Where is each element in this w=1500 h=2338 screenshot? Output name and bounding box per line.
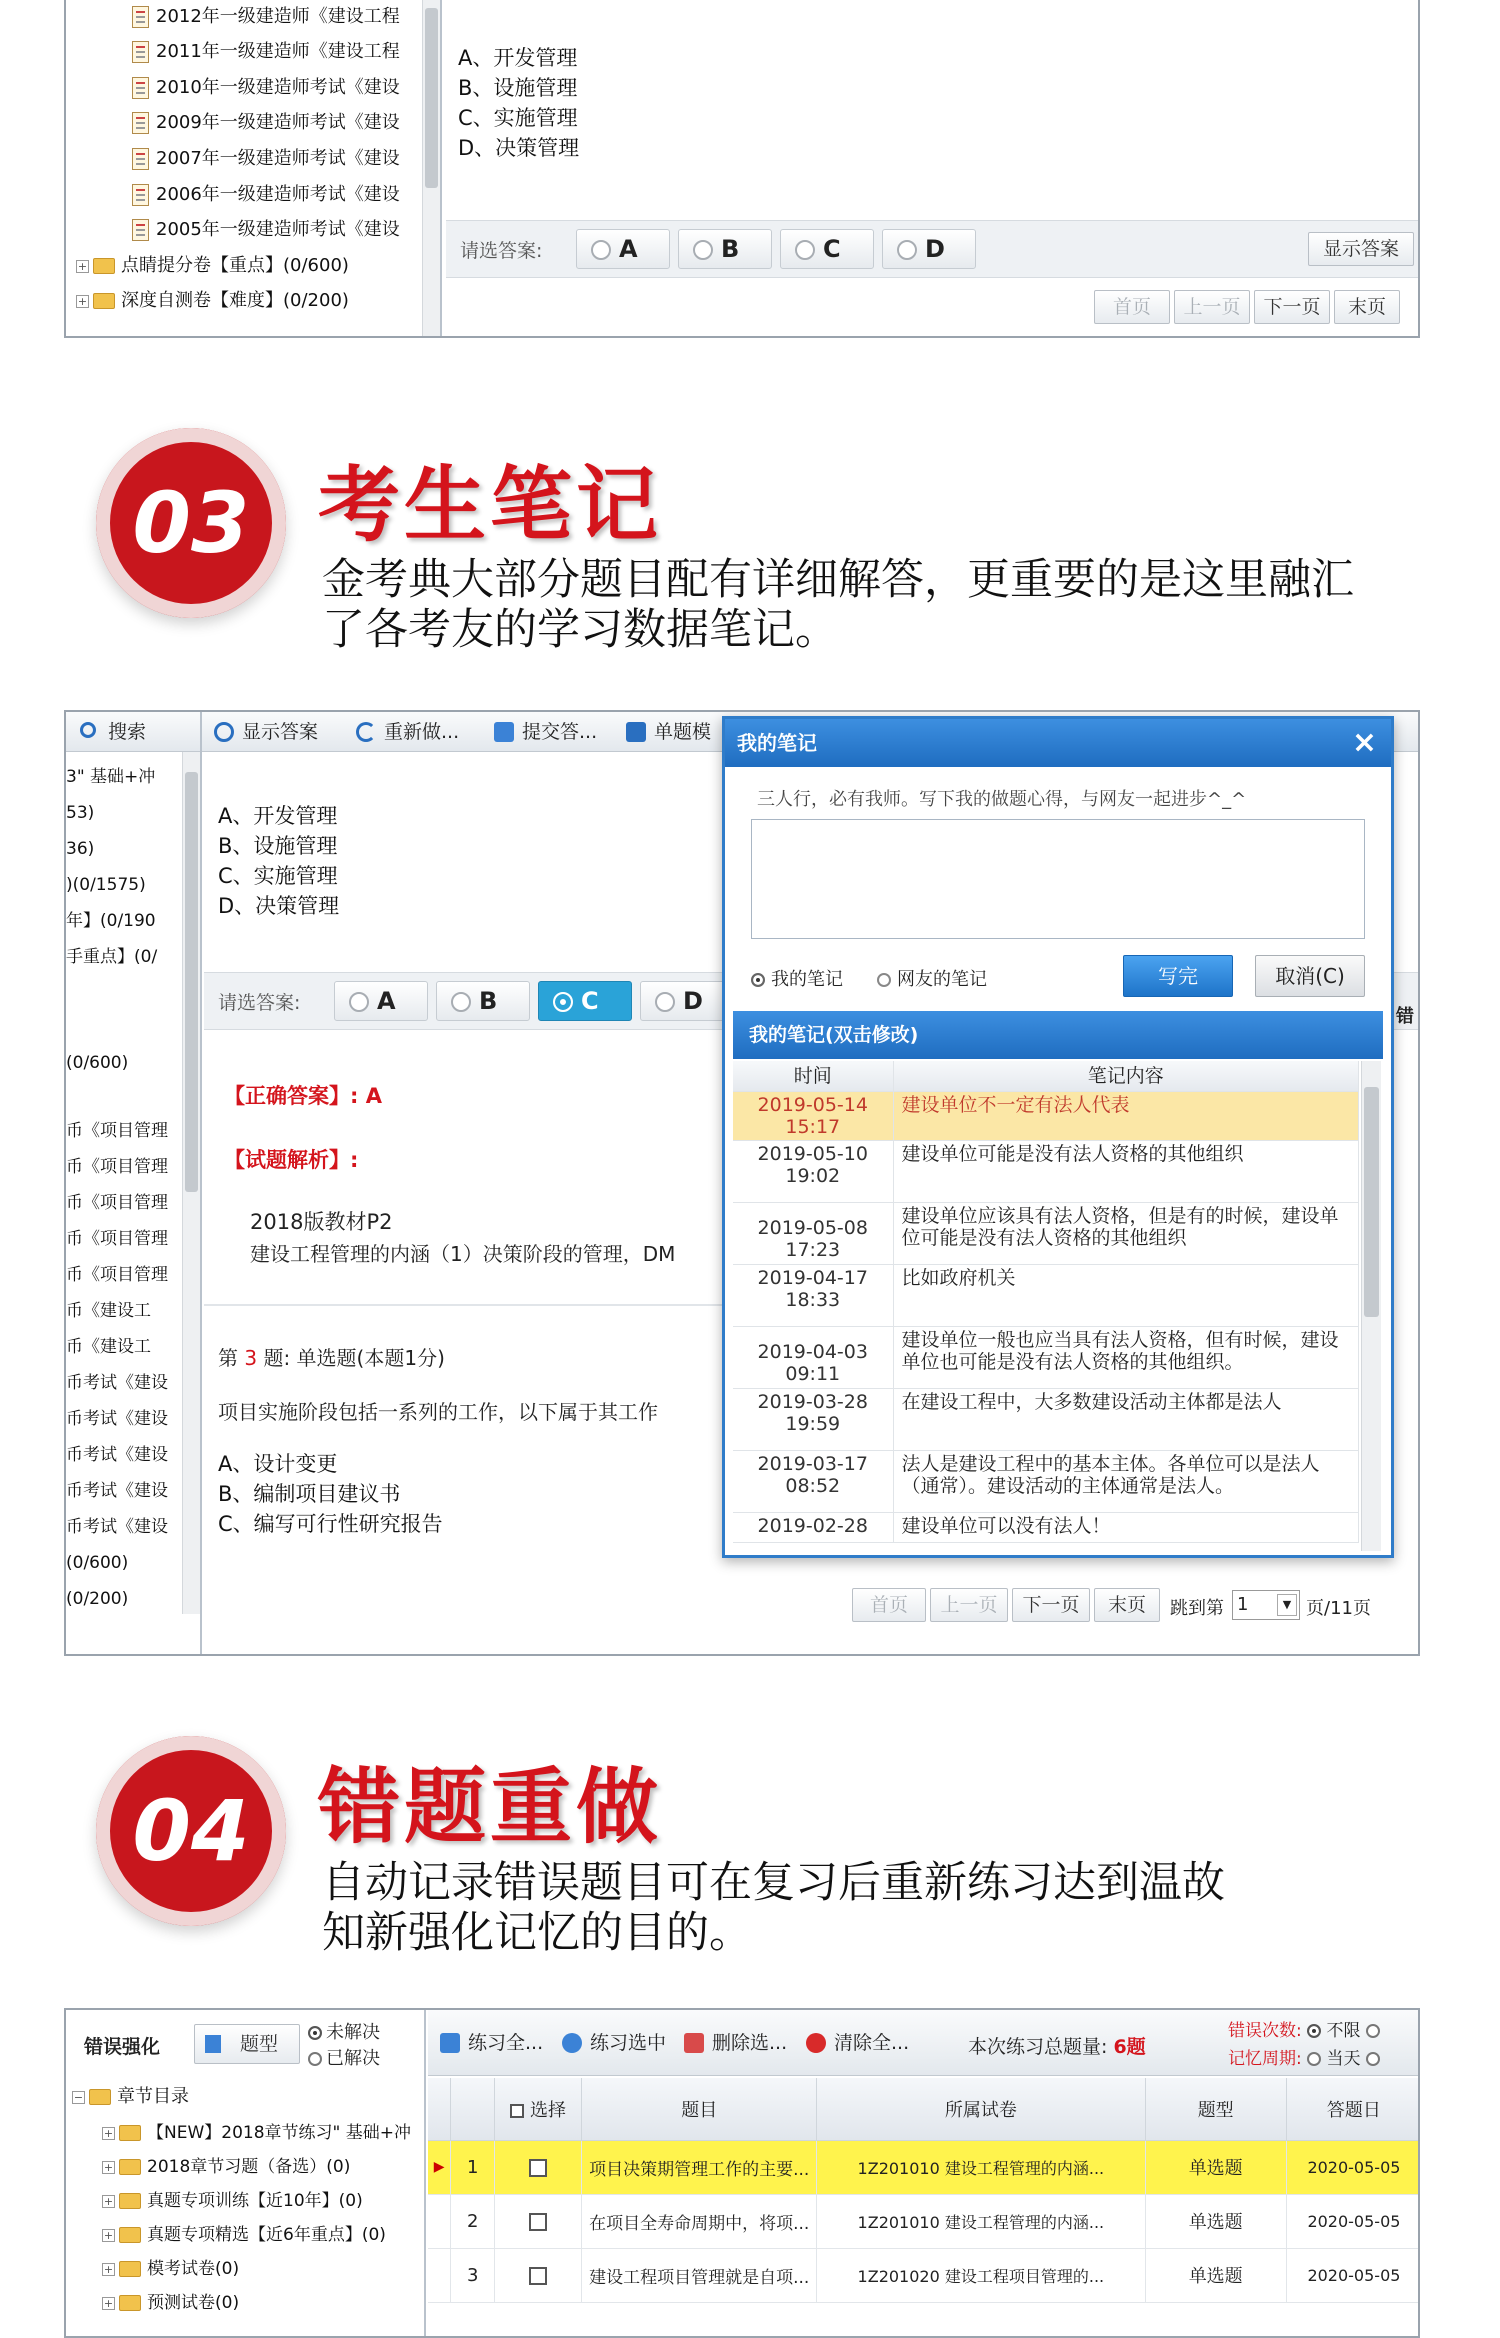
tree-item[interactable]: 币《项目管理 <box>66 1193 168 1213</box>
scroll-thumb[interactable] <box>425 8 438 188</box>
radio-icon <box>655 992 675 1012</box>
tree-item[interactable]: 币考试《建设 <box>66 1409 168 1429</box>
tree-item[interactable]: 2009年一级建造师考试《建设 <box>132 106 400 140</box>
radio-icon <box>308 2026 322 2040</box>
tree-folder[interactable]: + 预测试卷(0) <box>103 2293 240 2313</box>
radio-icon <box>693 240 713 260</box>
tree-item[interactable]: 2006年一级建造师考试《建设 <box>132 178 400 212</box>
answer-bar <box>446 220 1418 278</box>
my-notes-dialog <box>722 716 1394 1558</box>
clear-all-button[interactable]: 清除全... <box>802 2026 909 2060</box>
radio-icon <box>451 992 471 1012</box>
document-icon <box>132 184 149 206</box>
expand-icon[interactable]: + <box>103 2160 114 2174</box>
tree-item[interactable]: 币《项目管理 <box>66 1121 168 1141</box>
cancel-button[interactable]: 取消(C) <box>1255 955 1365 997</box>
question-3-header: 第 3 题: 单选题(本题1分) <box>218 1346 445 1370</box>
table-row[interactable]: 3 建设工程项目管理就是自项... 1Z201020 建设工程项目管理的... 单选题 2020-05-05 <box>428 2248 1420 2302</box>
document-icon <box>132 6 149 28</box>
first-page-button[interactable]: 首页 <box>852 1588 926 1622</box>
wrong-tree <box>66 2010 426 2336</box>
section-description: 自动记录错误题目可在复习后重新练习达到温故 知新强化记忆的目的。 <box>322 1858 1225 1958</box>
notes-scrollbar[interactable] <box>1361 1061 1381 1551</box>
col-title: 题目 <box>582 2078 817 2140</box>
expand-icon[interactable]: + <box>103 2126 114 2140</box>
radio-unsolved[interactable]: 未解决 <box>308 2018 380 2044</box>
last-page-button[interactable]: 末页 <box>1334 290 1400 324</box>
col-select: 选择 <box>495 2078 582 2140</box>
plus-icon <box>562 2033 582 2053</box>
tree-item[interactable]: 3" 基础+冲 <box>66 767 156 787</box>
show-answer-tool[interactable]: 显示答案 <box>210 715 318 749</box>
note-row[interactable]: 2019-04-03 09:11 建设单位一般也应当具有法人资格，但有时候，建设单位也可能是没有法人资格的其他组织。 <box>733 1326 1359 1388</box>
answer-c-button[interactable]: C <box>780 229 874 269</box>
radio-icon <box>308 2052 322 2066</box>
answer-d-button[interactable]: D <box>640 981 734 1021</box>
type-button[interactable]: 题型 <box>194 2024 300 2064</box>
col-paper: 所属试卷 <box>817 2078 1145 2140</box>
expand-icon[interactable]: + <box>103 2194 114 2208</box>
answer-b-button[interactable]: B <box>436 981 530 1021</box>
question-3-text: 项目实施阶段包括一系列的工作，以下属于其工作 <box>218 1400 658 1424</box>
search-bar <box>66 712 200 752</box>
expand-icon[interactable]: + <box>77 294 88 308</box>
scroll-thumb[interactable] <box>1364 1087 1379 1317</box>
answer-a-button[interactable]: A <box>334 981 428 1021</box>
col-content: 笔记内容 <box>893 1061 1359 1091</box>
tree-item[interactable]: 36) <box>66 839 95 859</box>
note-hint: 三人行，必有我师。写下我的做题心得，与网友一起进步^_^ <box>757 789 1247 810</box>
memory-cycle-filter: 记忆周期: 当天 <box>1228 2044 1380 2069</box>
tree-item[interactable]: )(0/1575) <box>66 875 146 895</box>
option-a[interactable]: A、开发管理 <box>458 46 578 70</box>
radio-icon <box>591 240 611 260</box>
note-row[interactable]: 2019-03-17 08:52 法人是建设工程中的基本主体。各单位可以是法人（通常）。建设活动的主体通常是法人。 <box>733 1450 1359 1512</box>
tree-item[interactable]: 币考试《建设 <box>66 1373 168 1393</box>
answer-label: 请选答案: <box>460 240 543 262</box>
search-icon <box>80 722 96 738</box>
section-description: 金考典大部分题目配有详细解答，更重要的是这里融汇 了各考友的学习数据笔记。 <box>322 555 1354 655</box>
note-row[interactable]: 2019-02-28 建设单位可以没有法人！ <box>733 1512 1359 1542</box>
tree-item[interactable]: 币《项目管理 <box>66 1229 168 1249</box>
radio-my-notes[interactable]: 我的笔记 <box>751 965 843 991</box>
panel-label: 错误强化 <box>84 2036 161 2058</box>
chapter-tree-1 <box>66 0 442 336</box>
answer-b-button[interactable]: B <box>678 229 772 269</box>
scroll-thumb[interactable] <box>185 772 198 1192</box>
document-icon <box>132 219 149 241</box>
radio-icon <box>553 992 573 1012</box>
option-d[interactable]: D、决策管理 <box>218 894 340 918</box>
document-icon <box>132 41 149 63</box>
notes-table <box>733 1061 1359 1543</box>
note-input[interactable] <box>751 819 1365 939</box>
expand-icon[interactable]: + <box>103 2228 114 2242</box>
analysis-text-1: 2018版教材P2 <box>250 1210 393 1234</box>
tree-item[interactable]: 2007年一级建造师考试《建设 <box>132 142 400 176</box>
folder-icon <box>89 2089 111 2105</box>
page-info: 页/11页 <box>1306 1598 1371 1619</box>
close-icon[interactable]: × <box>1351 725 1377 760</box>
tree-folder[interactable]: + 真题专项训练【近10年】(0) <box>103 2191 363 2211</box>
expand-icon[interactable]: + <box>77 259 88 273</box>
tree-scrollbar[interactable] <box>182 752 200 1614</box>
delete-selected-button[interactable]: 删除选... <box>680 2026 787 2060</box>
q3-option-b[interactable]: B、编制项目建议书 <box>218 1482 401 1506</box>
folder-icon <box>93 293 115 309</box>
answer-label: 请选答案: <box>218 992 301 1014</box>
note-row[interactable]: 2019-05-08 17:23 建设单位应该具有法人资格，但是有的时候，建设单位可能是没有法人资格的其他组织 <box>733 1202 1359 1264</box>
tree-item[interactable]: 2011年一级建造师《建设工程 <box>132 35 400 69</box>
checkbox-icon[interactable] <box>529 2267 547 2285</box>
tree-item[interactable]: (0/600) <box>66 1553 129 1573</box>
tree-folder[interactable]: + 点睛提分卷【重点】(0/600) <box>77 255 349 276</box>
correct-answer: 【正确答案】: A <box>224 1084 382 1108</box>
radio-icon[interactable] <box>1366 2024 1380 2038</box>
tree-item[interactable]: 年】(0/190 <box>66 911 156 931</box>
table-row[interactable]: ▶ 1 项目决策期管理工作的主要... 1Z201010 建设工程管理的内涵... 单选题 2020-05-05 <box>428 2140 1420 2194</box>
next-page-button[interactable]: 下一页 <box>1012 1588 1090 1622</box>
last-page-button[interactable]: 末页 <box>1094 1588 1160 1622</box>
clear-icon <box>806 2033 826 2053</box>
row-indicator: ▶ <box>428 2140 451 2194</box>
section-title: 错题重做 <box>318 1759 663 1855</box>
note-row[interactable]: 2019-05-14 15:17 建设单位不一定有法人代表 <box>733 1091 1359 1140</box>
note-row[interactable]: 2019-04-17 18:33 比如政府机关 <box>733 1264 1359 1326</box>
total-count: 本次练习总题量: 6题 <box>968 2036 1146 2058</box>
option-b[interactable]: B、设施管理 <box>218 834 338 858</box>
chevron-down-icon[interactable]: ▼ <box>1277 1594 1297 1616</box>
dialog-title: 我的笔记 × <box>725 719 1391 767</box>
page-jump-select[interactable]: 1 ▼ <box>1232 1590 1300 1620</box>
col-indicator <box>428 2078 451 2140</box>
section-number-badge: 03 <box>96 428 286 618</box>
note-row[interactable]: 2019-03-28 19:59 在建设工程中，大多数建设活动主体都是法人 <box>733 1388 1359 1450</box>
list-icon <box>440 2033 460 2053</box>
wrong-questions-table <box>428 2078 1420 2303</box>
tree-item[interactable]: (0/600) <box>66 1053 129 1073</box>
radio-icon <box>349 992 369 1012</box>
document-icon <box>132 112 149 134</box>
error-count-filter: 错误次数: 不限 <box>1228 2016 1380 2041</box>
tree-item[interactable]: 2005年一级建造师考试《建设 <box>132 213 400 247</box>
tree-folder[interactable]: + 深度自测卷【难度】(0/200) <box>77 290 349 311</box>
analysis-text-2: 建设工程管理的内涵（1）决策阶段的管理，DM <box>250 1242 676 1266</box>
option-d[interactable]: D、决策管理 <box>458 136 580 160</box>
folder-icon <box>119 2125 141 2141</box>
tree-item[interactable]: 币考试《建设 <box>66 1445 168 1465</box>
jump-label: 跳到第 <box>1170 1598 1224 1619</box>
radio-icon <box>877 973 891 987</box>
question-window-1 <box>64 0 1420 338</box>
q3-option-c[interactable]: C、编写可行性研究报告 <box>218 1512 443 1536</box>
tree-folder[interactable]: + 【NEW】2018章节练习" 基础+冲 <box>103 2123 411 2143</box>
notes-list-header: 我的笔记(双击修改) <box>733 1011 1383 1059</box>
radio-icon[interactable] <box>1366 2052 1380 2066</box>
document-icon <box>132 148 149 170</box>
right-edge-label: 错 <box>1396 1006 1414 1027</box>
col-number <box>451 2078 495 2140</box>
section-number-badge: 04 <box>96 1736 286 1926</box>
tree-folder[interactable]: + 模考试卷(0) <box>103 2259 240 2279</box>
question-window-2 <box>64 710 1420 1656</box>
option-a[interactable]: A、开发管理 <box>218 804 338 828</box>
answer-c-button[interactable]: C <box>538 981 632 1021</box>
answer-a-button[interactable]: A <box>576 229 670 269</box>
expand-icon[interactable]: + <box>103 2296 114 2310</box>
list-icon <box>205 2035 221 2053</box>
tree-item[interactable]: (0/200) <box>66 1589 129 1609</box>
wrong-questions-window <box>64 2008 1420 2338</box>
submit-tool[interactable]: 提交答... <box>490 715 597 749</box>
checkbox-icon[interactable] <box>510 2104 524 2118</box>
tree-item[interactable]: 币《建设工 <box>66 1337 151 1357</box>
radio-friends-notes[interactable]: 网友的笔记 <box>877 965 987 991</box>
practice-all-button[interactable]: 练习全... <box>436 2026 543 2060</box>
write-done-button[interactable]: 写完 <box>1123 955 1233 997</box>
tree-item[interactable]: 2010年一级建造师考试《建设 <box>132 71 400 105</box>
folder-icon <box>119 2295 141 2311</box>
expand-icon[interactable]: + <box>103 2262 114 2276</box>
checkbox-icon[interactable] <box>529 2159 547 2177</box>
answer-d-button[interactable]: D <box>882 229 976 269</box>
radio-icon <box>795 240 815 260</box>
prev-page-button[interactable]: 上一页 <box>930 1588 1008 1622</box>
tree-item[interactable]: 53) <box>66 803 95 823</box>
section-title: 考生笔记 <box>318 457 663 553</box>
folder-icon <box>119 2227 141 2243</box>
search-button[interactable]: 搜索 <box>76 715 146 749</box>
redo-tool[interactable]: 重新做... <box>352 715 459 749</box>
tree-item[interactable]: 币《项目管理 <box>66 1265 168 1285</box>
tree-scrollbar[interactable] <box>422 0 440 336</box>
first-page-button[interactable]: 首页 <box>1094 290 1170 324</box>
folder-icon <box>119 2159 141 2175</box>
col-date: 答题日 <box>1286 2078 1420 2140</box>
note-row[interactable]: 2019-05-10 19:02 建设单位可能是没有法人资格的其他组织 <box>733 1140 1359 1202</box>
tree-folder[interactable]: + 2018章节习题（备选）(0) <box>103 2157 351 2177</box>
option-c[interactable]: C、实施管理 <box>218 864 338 888</box>
table-row[interactable]: 2 在项目全寿命周期中，将项... 1Z201010 建设工程管理的内涵... 单选题 2020-05-05 <box>428 2194 1420 2248</box>
radio-icon[interactable] <box>1307 2052 1321 2066</box>
folder-icon <box>119 2261 141 2277</box>
next-page-button[interactable]: 下一页 <box>1254 290 1330 324</box>
tree-item[interactable]: 币《项目管理 <box>66 1157 168 1177</box>
tree-item[interactable]: 币考试《建设 <box>66 1481 168 1501</box>
prev-page-button[interactable]: 上一页 <box>1174 290 1250 324</box>
book-icon <box>626 722 646 742</box>
tree-item[interactable]: 2012年一级建造师《建设工程 <box>132 0 400 34</box>
collapse-icon[interactable]: − <box>73 2090 84 2104</box>
radio-icon[interactable] <box>1307 2024 1321 2038</box>
option-c[interactable]: C、实施管理 <box>458 106 578 130</box>
radio-icon <box>897 240 917 260</box>
analysis-label: 【试题解析】: <box>224 1148 359 1172</box>
show-answer-button[interactable]: 显示答案 <box>1308 232 1414 266</box>
eye-icon <box>214 722 234 742</box>
wrong-toolbar <box>428 2010 1418 2076</box>
document-icon <box>132 77 149 99</box>
col-time: 时间 <box>733 1061 893 1091</box>
radio-icon <box>751 973 765 987</box>
folder-icon <box>93 258 115 274</box>
checkbox-icon[interactable] <box>529 2213 547 2231</box>
chapter-tree-2 <box>66 712 202 1654</box>
option-b[interactable]: B、设施管理 <box>458 76 578 100</box>
tree-root[interactable]: − 章节目录 <box>73 2086 189 2107</box>
folder-icon <box>119 2193 141 2209</box>
single-mode-tool[interactable]: 单题模 <box>622 715 711 749</box>
practice-selected-button[interactable]: 练习选中 <box>558 2026 666 2060</box>
tree-folder[interactable]: + 真题专项精选【近6年重点】(0) <box>103 2225 386 2245</box>
tree-item[interactable]: 手重点】(0/ <box>66 947 158 967</box>
refresh-icon <box>356 722 376 742</box>
tree-item[interactable]: 币《建设工 <box>66 1301 151 1321</box>
submit-icon <box>494 722 514 742</box>
tree-item[interactable]: 币考试《建设 <box>66 1517 168 1537</box>
q3-option-a[interactable]: A、设计变更 <box>218 1452 338 1476</box>
radio-solved[interactable]: 已解决 <box>308 2044 380 2070</box>
delete-icon <box>684 2033 704 2053</box>
col-type: 题型 <box>1145 2078 1286 2140</box>
